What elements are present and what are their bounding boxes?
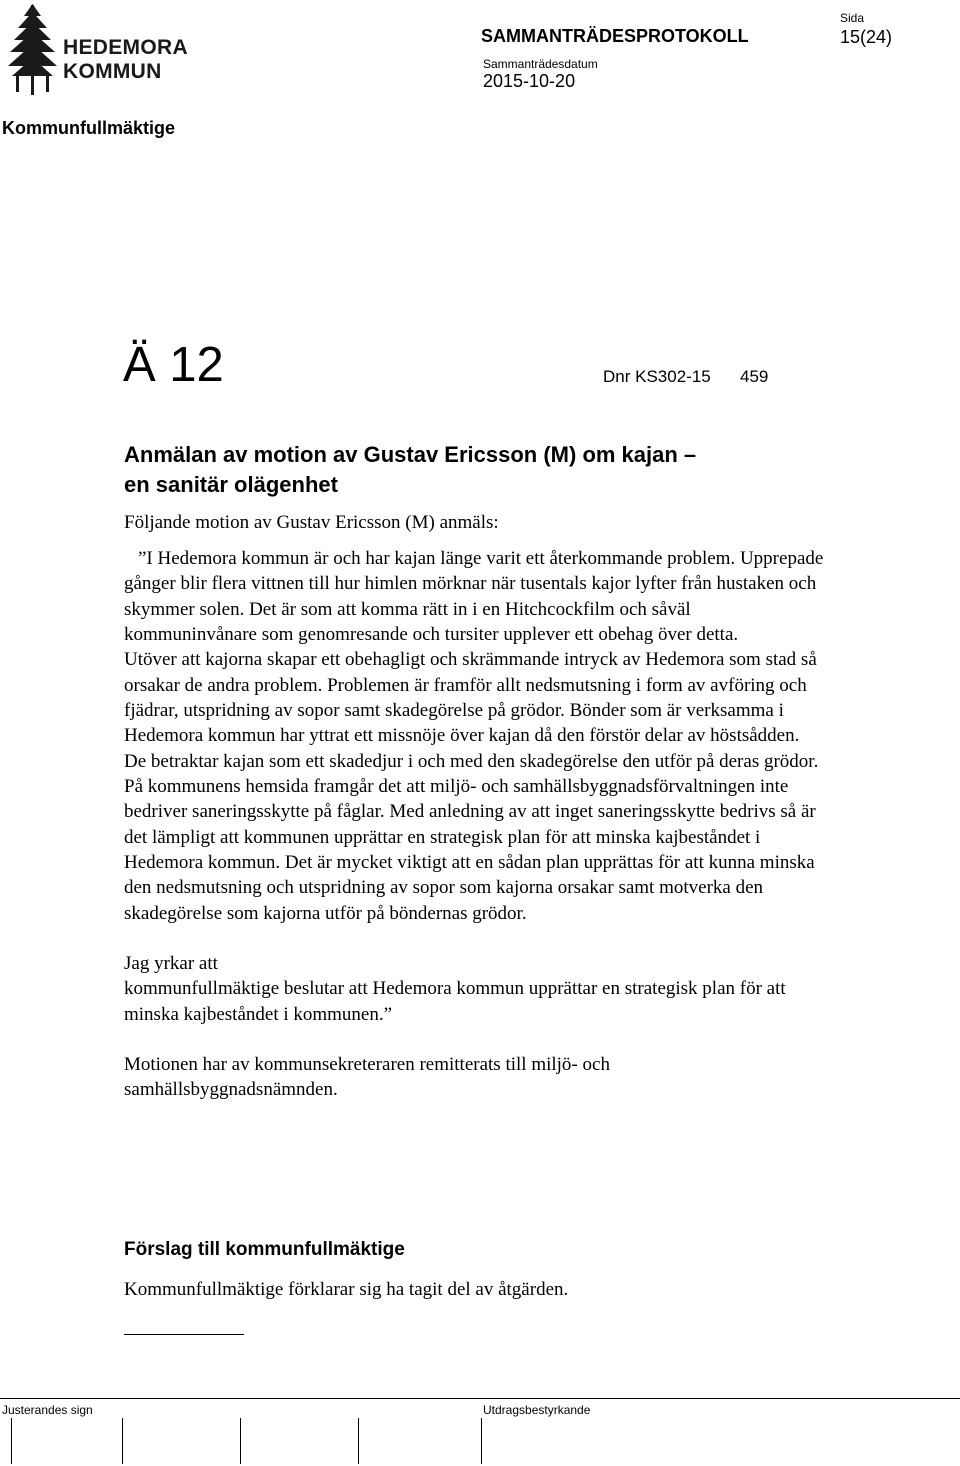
remittance-text: Motionen har av kommunsekreteraren remitterats till miljö- och samhällsbyggnadsnämnden.: [124, 1053, 610, 1101]
end-rule: [124, 1334, 244, 1335]
certification-label: Utdragsbestyrkande: [483, 1403, 591, 1417]
tree-icon: [8, 4, 57, 95]
section-title-line-1: Anmälan av motion av Gustav Ericsson (M) om kajan –: [124, 442, 697, 467]
document-type: SAMMANTRÄDESPROTOKOLL: [481, 26, 749, 46]
case-number: Dnr KS302-15: [603, 367, 711, 386]
signature-label: Justerandes sign: [2, 1403, 93, 1417]
body-name: Kommunfullmäktige: [2, 118, 176, 138]
motion-paragraph-4-line-1: Jag yrkar att: [124, 952, 218, 974]
section-title: [124, 440, 844, 500]
intro-text: Följande motion av Gustav Ericsson (M) anmäls:: [124, 512, 499, 533]
signature-box-divider: [11, 1418, 12, 1464]
motion-paragraph-4-line-2: kommunfullmäktige beslutar att Hedemora kommun upprättar en strategisk plan för att minska kajbeståndet i kommunen.”: [124, 978, 786, 1025]
section-title-line-2: en sanitär olägenhet: [124, 472, 338, 497]
meeting-date: 2015-10-20: [483, 71, 576, 91]
page-number: 15(24): [840, 27, 893, 47]
footer-divider: [0, 1398, 960, 1399]
motion-text: [124, 546, 824, 1103]
signature-box-divider: [122, 1418, 123, 1464]
signature-box-divider: [240, 1418, 241, 1464]
logo-line-2: KOMMUN: [63, 60, 162, 83]
page-label: Sida: [840, 11, 865, 25]
section-number: Ä 12: [123, 338, 224, 392]
meeting-date-label: Sammanträdesdatum: [483, 57, 598, 71]
signature-box-divider: [481, 1418, 482, 1464]
motion-paragraph-3: På kommunens hemsida framgår det att miljö- och samhällsbyggnadsförvaltningen inte bedriver saneringsskytte på fåglar. Med anledning av att inget saneringsskytte bedrivs så är det lämpligt att kommunen upprättar en strategisk plan för att minska kajbeståndet i Hedemora kommun. Det är mycket viktigt att en sådan plan upprättas för att kunna minska den nedsmutsning och utspridning av sopor som kajorna orsakar samt motverka den skadegörelse som kajorna utför på böndernas grödor.: [124, 775, 816, 924]
motion-paragraph-1: ”I Hedemora kommun är och har kajan länge varit ett återkommande problem. Upprepade gånger blir flera vittnen till hur himlen mörknar när tusentals kajor lyfter från hustaken och skymmer solen. Det är som att komma rätt in i en Hitchcockfilm och såväl kommuninvånare som genomresande och tursiter upplever ett obehag över detta.: [124, 548, 824, 645]
logo-line-1: HEDEMORA: [63, 36, 188, 59]
logo-wordmark: [63, 36, 188, 84]
proposal-heading: Förslag till kommunfullmäktige: [124, 1239, 405, 1260]
signature-box-divider: [358, 1418, 359, 1464]
case-sub-number: 459: [740, 367, 769, 386]
motion-paragraph-2: Utöver att kajorna skapar ett obehagligt och skrämmande intryck av Hedemora som stad så orsakar de andra problem. Problemen är framför allt nedsmutsning i form av avföring och fjädrar, utspridning av sopor samt skadegörelse på grödor. Bönder som är verksamma i Hedemora kommun har yttrat ett missnöje över kajan då den förstör delar av höstsådden. De betraktar kajan som ett skadedjur i och med den skadegörelse den utför på deras grödor.: [124, 649, 819, 772]
proposal-text: Kommunfullmäktige förklarar sig ha tagit del av åtgärden.: [124, 1279, 569, 1300]
